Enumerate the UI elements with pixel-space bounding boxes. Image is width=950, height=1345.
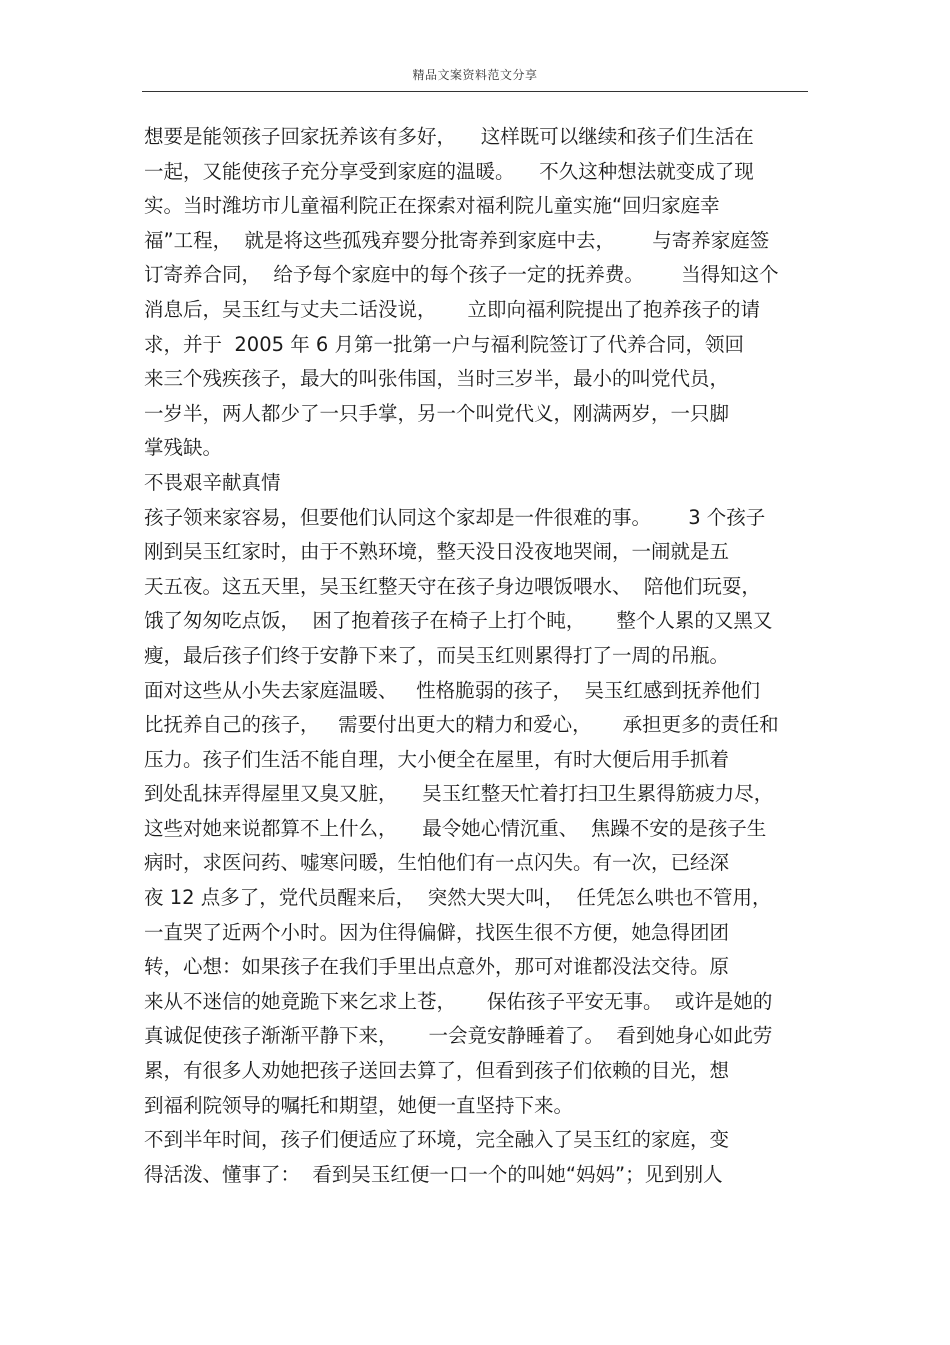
- text-line: 想要是能领孩子回家抚养该有多好， 这样既可以继续和孩子们生活在: [144, 125, 754, 148]
- text-line: 天五夜。这五天里，吴玉红整天守在孩子身边喂饭喂水、 陪他们玩耍，: [144, 574, 761, 598]
- text-line: 病时，求医问药、嘘寒问暖，生怕他们有一点闪失。有一次，已经深: [144, 851, 730, 875]
- text-line: 一岁半，两人都少了一只手掌，另一个叫党代义，刚满两岁，一只脚: [144, 401, 730, 425]
- text-line: 孩子领来家容易，但要他们认同这个家却是一件很难的事。 3 个孩子: [144, 505, 766, 529]
- text-line: 实。当时潍坊市儿童福利院正在探索对福利院儿童实施“回归家庭幸: [144, 194, 720, 218]
- text-line: 一直哭了近两个小时。因为住得偏僻，找医生很不方便，她急得团团: [144, 920, 730, 944]
- text-line: 面对这些从小失去家庭温暖、 性格脆弱的孩子， 吴玉红感到抚养他们: [144, 678, 760, 702]
- page-header: 精品文案资料范文分享: [412, 68, 538, 82]
- text-line: 求，并于 2005 年 6 月第一批第一户与福利院签订了代养合同，领回: [144, 332, 745, 356]
- text-line: 掌残缺。: [144, 436, 223, 460]
- text-line: 夜 12 点多了，党代员醒来后， 突然大哭大叫， 任凭怎么哄也不管用，: [144, 886, 772, 910]
- text-line: 压力。孩子们生活不能自理，大小便全在屋里，有时大便后用手抓着: [144, 747, 730, 771]
- text-line: 真诚促使孩子渐渐平静下来， 一会竟安静睡着了。 看到她身心如此劳: [144, 1024, 773, 1048]
- text-line: 来从不迷信的她竟跪下来乞求上苍， 保佑孩子平安无事。 或许是她的: [144, 989, 773, 1013]
- text-line: 到福利院领导的嘱托和期望，她便一直坚持下来。: [144, 1093, 574, 1117]
- text-line: 这些对她来说都算不上什么， 最令她心情沉重、 焦躁不安的是孩子生: [144, 816, 767, 840]
- document-body: [144, 120, 808, 1192]
- text-line: 来三个残疾孩子，最大的叫张伟国，当时三岁半，最小的叫党代员，: [144, 367, 730, 391]
- text-line: 订寄养合同， 给予每个家庭中的每个孩子一定的抚养费。 当得知这个: [144, 263, 779, 287]
- text-line: 消息后，吴玉红与丈夫二话没说， 立即向福利院提出了抱养孩子的请: [144, 297, 760, 321]
- text-line: 福”工程， 就是将这些孤残弃婴分批寄养到家庭中去， 与寄养家庭签: [144, 228, 770, 252]
- text-line: 不到半年时间，孩子们便适应了环境，完全融入了吴玉红的家庭，变: [144, 1128, 730, 1152]
- text-line: 饿了匆匆吃点饭， 困了抱着孩子在椅子上打个盹， 整个人累的又黑又: [144, 609, 773, 633]
- text-line: 一起，又能使孩子充分享受到家庭的温暖。 不久这种想法就变成了现: [144, 159, 754, 183]
- header-divider: [142, 91, 808, 92]
- text-line: 累，有很多人劝她把孩子送回去算了，但看到孩子们依赖的目光，想: [144, 1059, 730, 1083]
- text-line: 得活泼、懂事了： 看到吴玉红便一口一个的叫她“妈妈”；见到别人: [144, 1162, 723, 1186]
- text-line: 瘦，最后孩子们终于安静下来了，而吴玉红则累得打了一周的吊瓶。: [144, 643, 730, 667]
- text-line: 比抚养自己的孩子， 需要付出更大的精力和爱心， 承担更多的责任和: [144, 713, 779, 737]
- text-line: 刚到吴玉红家时，由于不熟环境，整天没日没夜地哭闹，一闹就是五: [144, 540, 730, 564]
- text-line: 转，心想：如果孩子在我们手里出点意外，那可对谁都没法交待。原: [144, 955, 730, 979]
- section-heading: 不畏艰辛献真情: [144, 470, 281, 494]
- text-line: 到处乱抹弄得屋里又臭又脏， 吴玉红整天忙着打扫卫生累得筋疲力尽，: [144, 782, 774, 806]
